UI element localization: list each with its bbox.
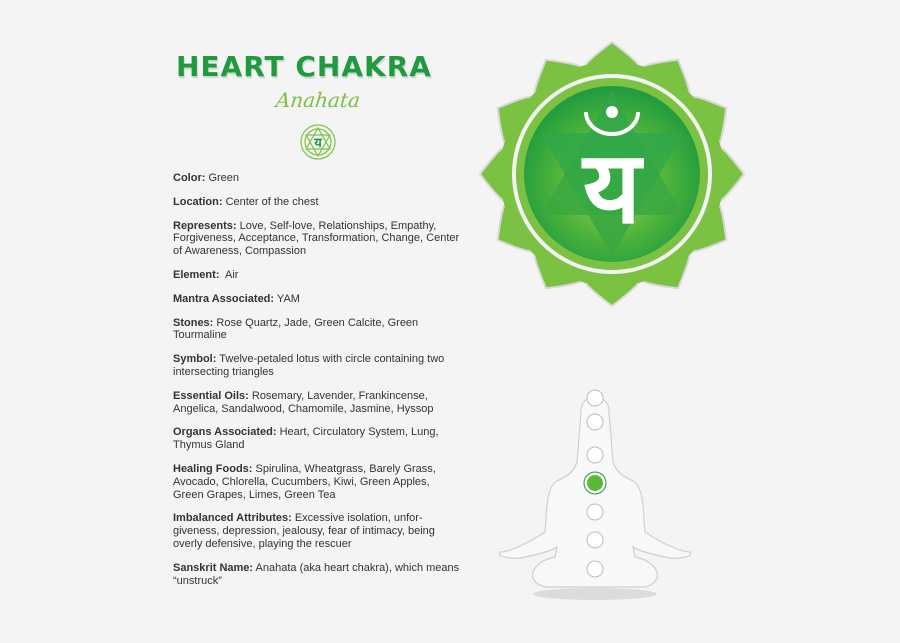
attribute-organs: Organs Associated: Heart, Circulatory System, Lung, Thymus Gland (173, 426, 439, 452)
attribute-stones: Stones: Rose Quartz, Jade, Green Calcite, Green Tourmaline (173, 316, 419, 342)
small-heart-chakra-icon (298, 122, 338, 162)
attributes-list (173, 172, 463, 598)
attribute-color: Color: Green (173, 172, 240, 184)
attribute-imbalanced: Imbalanced Attributes: Excessive isolation, unfor-giveness, depression, jealousy, fear of intimacy, being overly defensive, playing the rescuer (173, 512, 435, 550)
attribute-location: Location: Center of the chest (173, 195, 319, 208)
heart-chakra-lotus-icon (470, 36, 755, 311)
attribute-essential-oils: Essential Oils: Rosemary, Lavender, Frankincense, Angelica, Sandalwood, Chamomile, Jasmine, Hyssop (173, 389, 434, 415)
svg-text:य: य (583, 129, 641, 246)
page-title: HEART CHAKRA (176, 50, 432, 83)
attribute-mantra: Mantra Associated: YAM (173, 292, 300, 305)
attribute-sanskrit-name: Sanskrit Name: Anahata (aka heart chakra), which means “unstruck” (173, 561, 460, 587)
page-subtitle: Anahata (274, 88, 362, 112)
svg-text:य: य (314, 136, 322, 151)
meditating-figure-icon (485, 382, 715, 602)
attribute-healing-foods: Healing Foods: Spirulina, Wheatgrass, Barely Grass, Avocado, Chlorella, Cucumbers, Kiwi, Green Apples, Green Grapes, Limes, Green Tea (173, 462, 436, 501)
attribute-represents: Represents: Love, Self-love, Relationships, Empathy, Forgiveness, Acceptance, Transformation, Change, Center of Awareness, Compassion (173, 219, 460, 258)
attribute-symbol: Symbol: Twelve-petaled lotus with circle containing two intersecting triangles (173, 353, 445, 378)
attribute-element: Element: Air (173, 268, 239, 281)
